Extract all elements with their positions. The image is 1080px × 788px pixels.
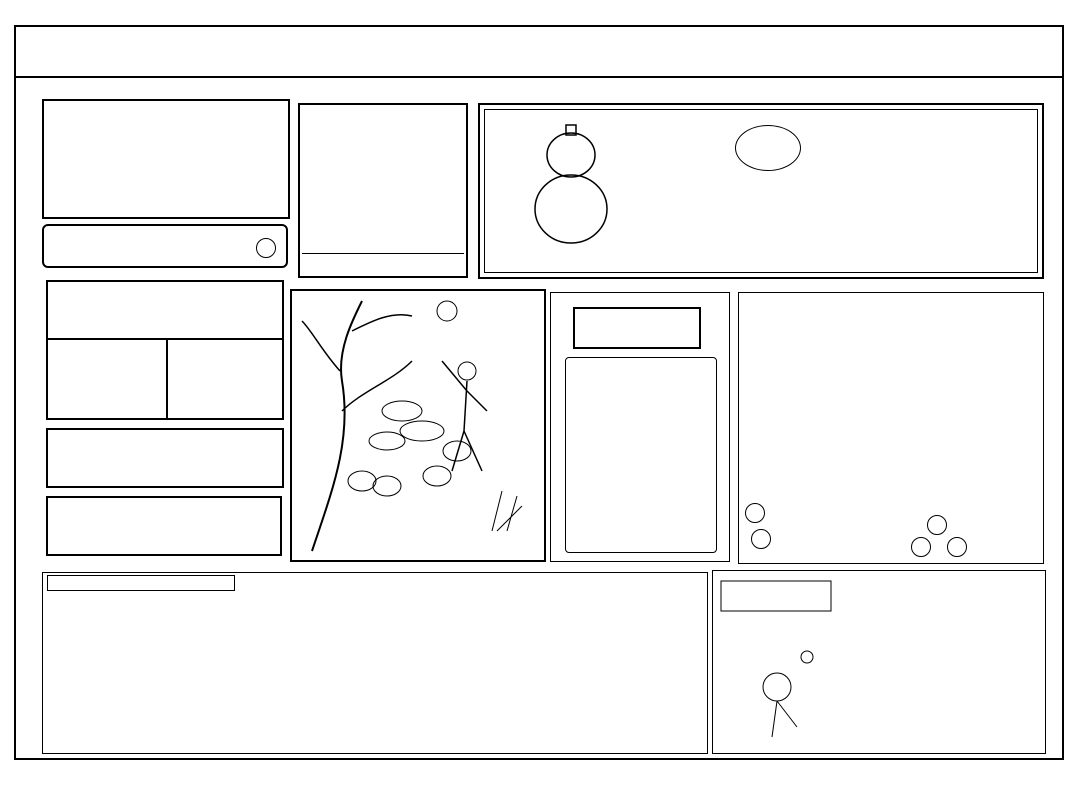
analysis-box: [738, 292, 1044, 564]
results-title: [47, 575, 235, 591]
header-rule: [14, 76, 1064, 78]
scroll-frame: [565, 357, 717, 553]
analysis-num-12: [745, 503, 765, 523]
photo-box: [42, 99, 290, 219]
illustration-box: [290, 289, 546, 562]
answer-box: [712, 570, 1046, 754]
treasure-box: [298, 103, 468, 278]
analysis-num-21: [751, 529, 771, 549]
banner-stamp: [735, 125, 801, 171]
analysis-num-3: [927, 515, 947, 535]
open-divider: [48, 338, 282, 340]
gourd-icon: [526, 119, 616, 249]
answer-illustration: [717, 577, 837, 749]
treasure-special: [302, 253, 464, 257]
special-number: [256, 238, 276, 258]
banner: [478, 103, 1044, 279]
issue-prediction: [42, 224, 288, 268]
analysis-num-33: [947, 537, 967, 557]
hunt-title: [573, 307, 701, 349]
open-box: [46, 280, 284, 420]
open-split: [166, 338, 168, 418]
open-numbers-box: [46, 428, 284, 488]
special-send-box: [46, 496, 282, 556]
hunt-box: [550, 292, 730, 562]
analysis-num-8: [911, 537, 931, 557]
header: [16, 27, 1062, 75]
results-table: [42, 572, 708, 754]
tree-figure-illustration: [292, 291, 544, 560]
